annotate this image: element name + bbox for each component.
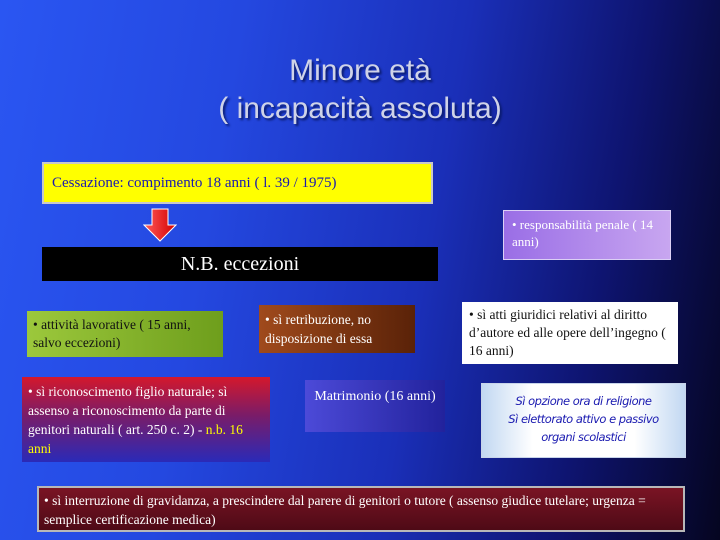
diritto-autore-box: • sì atti giuridici relativi al diritto d’autore ed alle opere dell’ingegno ( 16 anni)	[462, 302, 678, 364]
lavoro-box: • attività lavorative ( 15 anni, salvo eccezioni)	[27, 311, 223, 357]
riconoscimento-figlio-text: • sì riconoscimento figlio naturale; sì assenso a riconoscimento da parte di genitori naturali ( art. 250 c. 2) -	[28, 384, 228, 437]
title-line-1: Minore età	[289, 54, 431, 87]
matrimonio-box: Matrimonio (16 anni)	[305, 380, 445, 432]
nb-eccezioni-bar: N.B. eccezioni	[42, 247, 438, 281]
religione-line-2: Sì elettorato attivo e passivo	[508, 412, 659, 426]
interruzione-gravidanza-box: • sì interruzione di gravidanza, a prescindere dal parere di genitori o tutore ( assenso giudice tutelare; urgenza = semplice certificazione medica)	[37, 486, 685, 532]
cessazione-box: Cessazione: compimento 18 anni ( l. 39 / 1975)	[42, 162, 433, 204]
riconoscimento-figlio-nb: n.b. 16 anni	[28, 422, 243, 456]
riconoscimento-figlio-box	[22, 377, 270, 462]
religione-line-1: Sì opzione ora di religione	[515, 394, 652, 408]
title-line-2: ( incapacità assoluta)	[218, 92, 502, 125]
slide-title	[0, 52, 720, 128]
penale-box: • responsabilità penale ( 14 anni)	[503, 210, 671, 260]
retribuzione-box: • sì retribuzione, no disposizione di essa	[259, 305, 415, 353]
religione-box	[481, 383, 686, 458]
religione-line-3: organi scolastici	[541, 430, 626, 444]
down-arrow-icon	[143, 208, 177, 242]
